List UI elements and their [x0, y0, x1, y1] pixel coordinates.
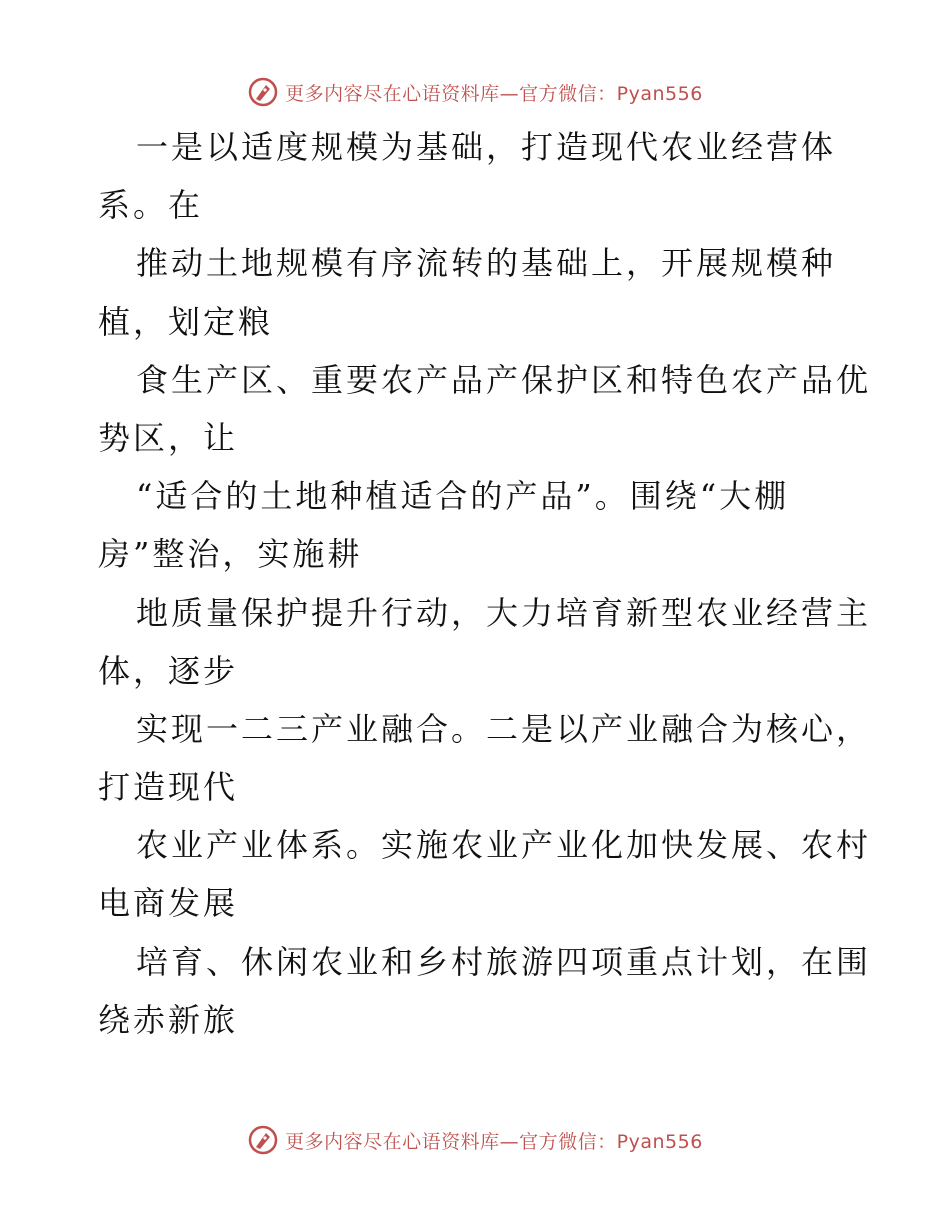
watermark-text: 更多内容尽在心语资料库—官方微信：Pyan556 [285, 82, 703, 105]
document-body [98, 118, 872, 1049]
text-line: 打造现代 [98, 768, 239, 807]
text-line: 势区，让 [98, 418, 239, 457]
pen-nib-logo-icon [247, 76, 279, 108]
text-line: 电商发展 [98, 884, 239, 923]
text-line: 培育、休闲农业和乡村旅游四项重点计划，在围 [136, 942, 872, 981]
text-line: 植，划定粮 [98, 302, 274, 341]
text-line: 一是以适度规模为基础，打造现代农业经营体 [136, 128, 837, 166]
header-watermark [0, 72, 950, 112]
text-line: 体，逐步 [98, 651, 239, 690]
text-line: 房”整治，实施耕 [98, 535, 363, 574]
text-line: 实现一二三产业融合。二是以产业融合为核心， [136, 709, 872, 748]
text-line: 农业产业体系。实施农业产业化加快发展、农村 [136, 826, 872, 865]
footer-watermark [0, 1120, 950, 1160]
text-line: 绕赤新旅 [98, 1000, 239, 1039]
pen-nib-logo-icon [247, 1124, 279, 1156]
text-line: “适合的土地种植适合的产品”。围绕“大棚 [136, 477, 790, 516]
text-line: 地质量保护提升行动，大力培育新型农业经营主 [136, 593, 872, 632]
text-line: 推动土地规模有序流转的基础上，开展规模种 [136, 244, 837, 283]
text-line: 系。在 [98, 186, 204, 225]
watermark-text: 更多内容尽在心语资料库—官方微信：Pyan556 [285, 1130, 703, 1153]
text-line: 食生产区、重要农产品产保护区和特色农产品优 [136, 360, 872, 399]
